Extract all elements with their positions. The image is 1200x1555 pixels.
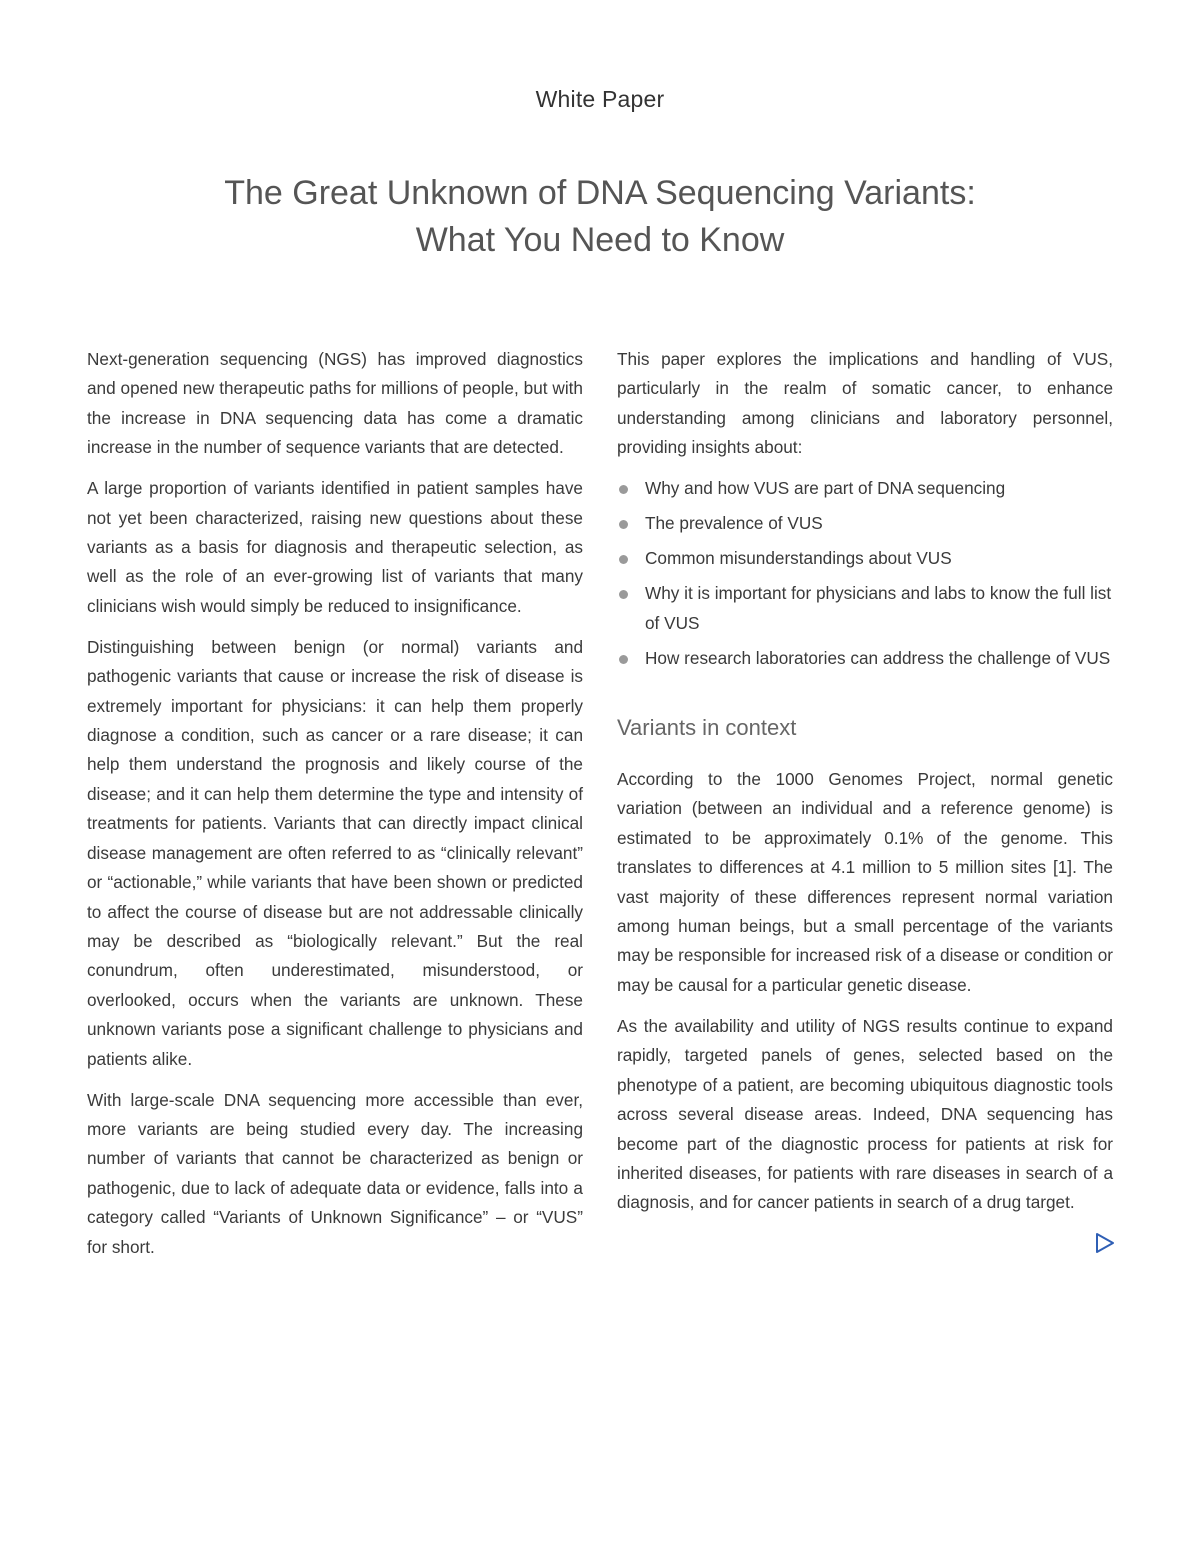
left-column [87, 345, 583, 1274]
paragraph-variant-proportion: A large proportion of variants identified in patient samples have not yet been characterized, raising new questions about these variants as a basis for diagnosis and therapeutic selection, as well as the role of an ever-growing list of variants that many clinicians wish would simply be reduced to insignificance. [87, 478, 583, 616]
list-item-text: Why it is important for physicians and labs to know the full list of VUS [645, 583, 1112, 633]
list-item [617, 579, 1113, 638]
list-item-text: Why and how VUS are part of DNA sequencing [645, 478, 1006, 499]
paragraph-benign-vs-pathogenic: Distinguishing between benign (or normal) variants and pathogenic variants that cause or increase the risk of disease is extremely important for physicians: it can help them properly diagnose a condition, such as cancer or a rare disease; it can help them understand the prognosis and likely course of the disease; and it can help them determine the type and intensity of treatments for patients. Variants that can directly impact clinical disease management are often referred to as “clinically relevant” or “actionable,” while variants that have been shown or predicted to affect the course of disease but are not addressable clinically may be described as “biologically relevant.” But the real conundrum, often underestimated, misunderstood, or overlooked, occurs when the variants are unknown. These unknown variants pose a significant challenge to physicians and patients alike. [87, 636, 583, 1069]
list-item-text: The prevalence of VUS [645, 513, 823, 534]
list-item-text: Common misunderstandings about VUS [645, 548, 952, 569]
bullet-dot-icon [619, 520, 628, 529]
right-column [617, 345, 1113, 1229]
title-line-2: What You Need to Know [415, 221, 785, 259]
paragraph-paper-intro: This paper explores the implications and handling of VUS, particularly in the realm of somatic cancer, to enhance understanding among clinicians and laboratory personnel, providing insights about: [617, 349, 1113, 458]
title-line-1: The Great Unknown of DNA Sequencing Variants: [224, 174, 976, 212]
insights-bullet-list [617, 474, 1113, 673]
paragraph-vus-definition: With large-scale DNA sequencing more accessible than ever, more variants are being studied every day. The increasing number of variants that cannot be characterized as benign or pathogenic, due to lack of adequate data or evidence, falls into a category called “Variants of Unknown Significance” – or “VUS” for short. [87, 1089, 583, 1257]
bullet-dot-icon [619, 590, 628, 599]
list-item [617, 544, 1113, 573]
document-type-label: White Paper [535, 86, 665, 112]
paragraph-ngs-availability: As the availability and utility of NGS results continue to expand rapidly, targeted panels of genes, selected based on the phenotype of a patient, are becoming ubiquitous diagnostic tools across several disease areas. Indeed, DNA sequencing has become part of the diagnostic process for patients at risk for inherited diseases, for patients with rare diseases in search of a diagnosis, and for cancer patients in search of a drug target. [617, 1015, 1113, 1213]
list-item [617, 644, 1113, 673]
list-item-text: How research laboratories can address the challenge of VUS [645, 647, 1111, 668]
list-item [617, 474, 1113, 503]
list-item [617, 509, 1113, 538]
bullet-dot-icon [619, 485, 628, 494]
paragraph-ngs-intro: Next-generation sequencing (NGS) has improved diagnostics and opened new therapeutic paths for millions of people, but with the increase in DNA sequencing data has come a dramatic increase in the number of sequence variants that are detected. [87, 349, 583, 458]
bullet-dot-icon [619, 555, 628, 564]
page-title [0, 170, 1200, 264]
next-page-arrow-icon[interactable] [1095, 1232, 1115, 1254]
paragraph-1000-genomes: According to the 1000 Genomes Project, normal genetic variation (between an individual and a reference genome) is estimated to be approximately 0.1% of the genome. This translates to differences at 4.1 million to 5 million sites [1]. The vast majority of these differences represent normal variation among human beings, but a small percentage of the variants may be responsible for increased risk of a disease or condition or may be causal for a particular genetic disease. [617, 769, 1113, 995]
section-heading-variants-in-context: Variants in context [617, 715, 797, 741]
bullet-dot-icon [619, 655, 628, 664]
